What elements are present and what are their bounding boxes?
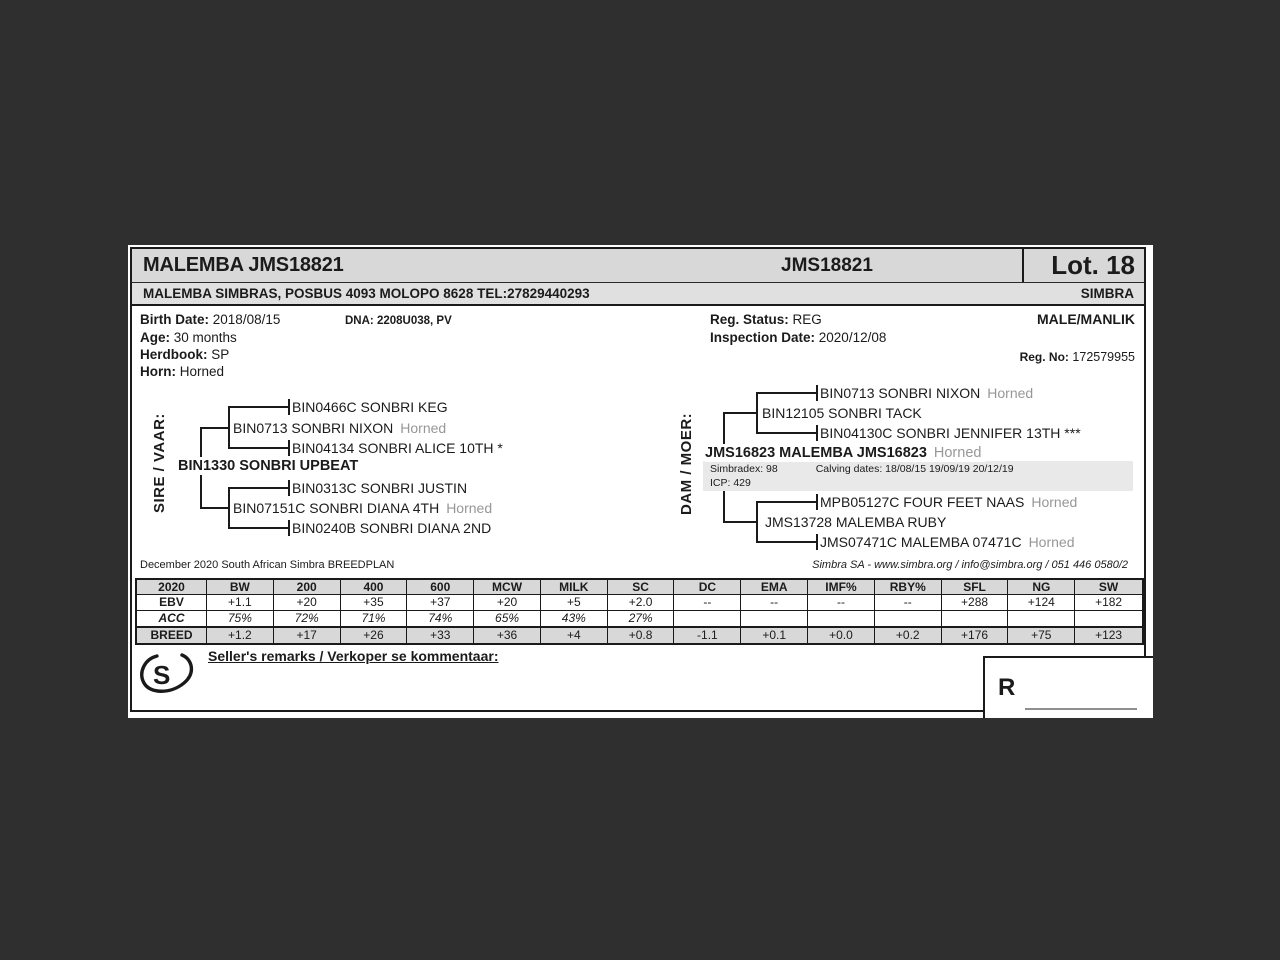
ebv-cell: +0.0	[808, 628, 875, 643]
ebv-cell	[875, 611, 942, 628]
ebv-cell: +75	[1008, 628, 1075, 643]
pedigree-connector	[756, 392, 818, 394]
lot-card	[128, 245, 1153, 718]
ebv-row-label: ACC	[137, 611, 207, 628]
dam-grandparent-4: JMS07471C MALEMBA 07471C Horned	[820, 534, 1075, 550]
simbra-contact: Simbra SA - www.simbra.org / info@simbra.org / 051 446 0580/2	[812, 559, 1128, 571]
sire-parent-1: BIN0713 SONBRI NIXON Horned	[233, 420, 447, 436]
sire-grandparent-1: BIN0466C SONBRI KEG	[292, 399, 448, 415]
ebv-col-header: 2020	[137, 580, 207, 595]
pedigree-connector	[756, 541, 818, 543]
inspection-date: Inspection Date: 2020/12/08	[710, 330, 887, 345]
ebv-cell	[1075, 611, 1142, 628]
ebv-row-label: EBV	[137, 595, 207, 611]
horn-status: Horn: Horned	[140, 364, 225, 379]
ebv-cell: +26	[341, 628, 408, 643]
ebv-cell: +2.0	[608, 595, 675, 611]
ebv-cell: +5	[541, 595, 608, 611]
reg-status: Reg. Status: REG	[710, 312, 822, 327]
herdbook: Herdbook: SP	[140, 347, 230, 362]
ebv-cell: +1.2	[207, 628, 274, 643]
ebv-cell: --	[808, 595, 875, 611]
age: Age: 30 months	[140, 330, 237, 345]
animal-title: MALEMBA JMS18821	[143, 254, 344, 276]
ebv-cell: 71%	[341, 611, 408, 628]
ebv-cell: +20	[274, 595, 341, 611]
ebv-cell: -1.1	[674, 628, 741, 643]
ebv-cell	[808, 611, 875, 628]
sire-name: BIN1330 SONBRI UPBEAT	[178, 457, 362, 475]
sire-parent-2: BIN07151C SONBRI DIANA 4TH Horned	[233, 500, 493, 516]
ebv-col-header: NG	[1008, 580, 1075, 595]
price-write-in-line	[1025, 708, 1137, 710]
pedigree-connector	[200, 427, 229, 429]
pedigree-connector	[723, 521, 757, 523]
ebv-cell: +288	[942, 595, 1009, 611]
dam-grandparent-1: BIN0713 SONBRI NIXON Horned	[820, 385, 1034, 401]
ebv-col-header: SC	[608, 580, 675, 595]
ebv-col-header: BW	[207, 580, 274, 595]
ebv-col-header: SW	[1075, 580, 1142, 595]
ebv-col-header: 200	[274, 580, 341, 595]
dam-icp: ICP: 429	[710, 477, 751, 489]
seller-remarks-label: Seller's remarks / Verkoper se kommentaar:	[208, 648, 499, 664]
ebv-cell: --	[741, 595, 808, 611]
ebv-cell: +0.2	[875, 628, 942, 643]
ebv-cell: --	[674, 595, 741, 611]
ebv-cell: +0.8	[608, 628, 675, 643]
pedigree-connector	[756, 502, 758, 543]
ebv-col-header: MCW	[474, 580, 541, 595]
breeder-contact: MALEMBA SIMBRAS, POSBUS 4093 MOLOPO 8628 TEL:27829440293	[143, 286, 590, 301]
ebv-cell: +1.1	[207, 595, 274, 611]
ebv-cell: 74%	[407, 611, 474, 628]
pedigree-connector	[228, 406, 290, 408]
sire-grandparent-3: BIN0313C SONBRI JUSTIN	[292, 480, 468, 496]
ebv-cell: +182	[1075, 595, 1142, 611]
dna-info: DNA: 2208U038, PV	[345, 315, 452, 327]
ebv-table	[135, 578, 1144, 645]
card-header-band	[132, 249, 1144, 283]
ebv-col-header: EMA	[741, 580, 808, 595]
price-box	[983, 656, 1153, 718]
ebv-col-header: DC	[674, 580, 741, 595]
lot-number: Lot. 18	[1022, 249, 1144, 282]
pedigree-connector	[816, 494, 818, 510]
dam-calving-dates: Calving dates: 18/08/15 19/09/19 20/12/19	[815, 463, 1014, 475]
dam-side-label: DAM / MOER:	[678, 412, 695, 515]
dam-grandparent-3: MPB05127C FOUR FEET NAAS Horned	[820, 494, 1078, 510]
ebv-cell: +17	[274, 628, 341, 643]
ebv-cell: +4	[541, 628, 608, 643]
ebv-cell: +33	[407, 628, 474, 643]
pedigree-connector	[228, 488, 230, 529]
ebv-cell: +123	[1075, 628, 1142, 643]
ebv-cell: 75%	[207, 611, 274, 628]
price-currency-label: R	[998, 674, 1016, 701]
ebv-col-header: 400	[341, 580, 408, 595]
pedigree-connector	[288, 440, 290, 456]
pedigree-connector	[756, 393, 758, 434]
breeder-band	[132, 283, 1144, 306]
ebv-col-header: SFL	[942, 580, 1009, 595]
pedigree-connector	[816, 385, 818, 401]
simbra-logo	[138, 651, 196, 701]
pedigree-connector	[816, 425, 818, 441]
ebv-cell: +0.1	[741, 628, 808, 643]
ebv-cell: +35	[341, 595, 408, 611]
dam-simbradex: Simbradex: 98	[710, 463, 778, 475]
dam-performance-info	[703, 461, 1133, 491]
ebv-cell: 43%	[541, 611, 608, 628]
breed-name: SIMBRA	[1080, 286, 1134, 301]
pedigree-connector	[228, 487, 290, 489]
ebv-cell: +36	[474, 628, 541, 643]
ebv-col-header: 600	[407, 580, 474, 595]
pedigree-connector	[228, 407, 230, 448]
ebv-cell: 72%	[274, 611, 341, 628]
ebv-cell	[1008, 611, 1075, 628]
ebv-cell	[942, 611, 1009, 628]
sire-grandparent-2: BIN04134 SONBRI ALICE 10TH *	[292, 440, 503, 456]
dam-parent-1: BIN12105 SONBRI TACK	[762, 405, 922, 421]
dam-name: JMS16823 MALEMBA JMS16823 Horned	[705, 444, 985, 462]
pedigree-connector	[200, 507, 229, 509]
animal-reg-id: JMS18821	[781, 255, 873, 276]
ebv-cell	[674, 611, 741, 628]
sire-side-label: SIRE / VAAR:	[151, 413, 168, 513]
birth-date: Birth Date: 2018/08/15	[140, 312, 281, 327]
dam-grandparent-2: BIN04130C SONBRI JENNIFER 13TH ***	[820, 425, 1081, 441]
ebv-cell: +176	[942, 628, 1009, 643]
pedigree-connector	[228, 527, 290, 529]
pedigree-connector	[288, 399, 290, 415]
pedigree-connector	[228, 447, 290, 449]
pedigree-connector	[288, 480, 290, 496]
ebv-cell: +124	[1008, 595, 1075, 611]
pedigree-connector	[816, 534, 818, 550]
ebv-col-header: MILK	[541, 580, 608, 595]
ebv-cell: --	[875, 595, 942, 611]
ebv-col-header: IMF%	[808, 580, 875, 595]
dam-parent-2: JMS13728 MALEMBA RUBY	[765, 514, 947, 530]
logo-letter: S	[153, 660, 171, 690]
sire-grandparent-4: BIN0240B SONBRI DIANA 2ND	[292, 520, 492, 536]
ebv-cell	[741, 611, 808, 628]
ebv-cell: +20	[474, 595, 541, 611]
pedigree-connector	[756, 501, 818, 503]
ebv-row-label: BREED	[137, 628, 207, 643]
ebv-cell: 27%	[608, 611, 675, 628]
pedigree-connector	[288, 520, 290, 536]
pedigree-connector	[723, 412, 757, 414]
reg-no: Reg. No: 172579955	[1019, 350, 1135, 364]
ebv-cell: +37	[407, 595, 474, 611]
ebv-col-header: RBY%	[875, 580, 942, 595]
pedigree-connector	[756, 432, 818, 434]
ebv-cell: 65%	[474, 611, 541, 628]
sex: MALE/MANLIK	[1037, 311, 1135, 327]
breedplan-source: December 2020 South African Simbra BREEDPLAN	[140, 559, 395, 571]
